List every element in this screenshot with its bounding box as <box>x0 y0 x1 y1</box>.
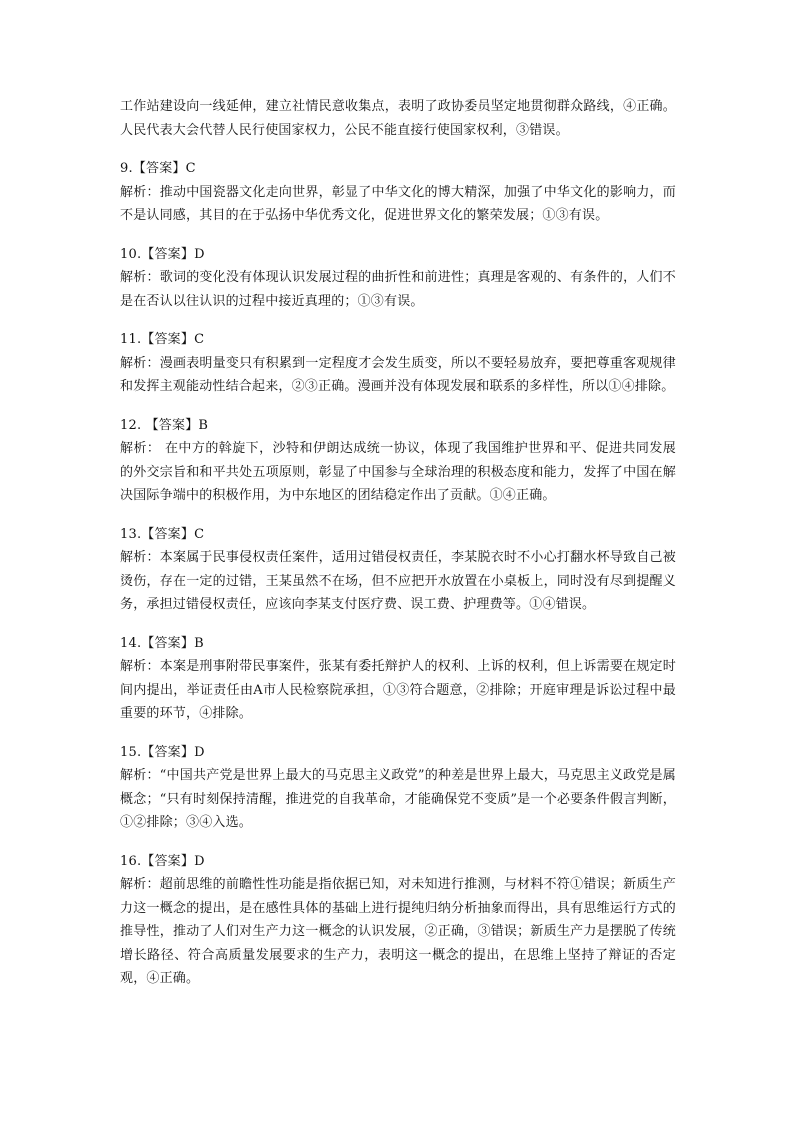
intro-paragraph: 工作站建设向一线延伸，建立社情民意收集点，表明了政协委员坚定地贯彻群众路线，④正确。人民代表大会代替人民行使国家权力，公民不能直接行使国家权利，③错误。 <box>120 99 676 138</box>
answer-block-16 <box>120 850 676 991</box>
answer-label: 13.【答案】C <box>120 526 205 542</box>
analysis-text: 解析：漫画表明量变只有积累到一定程度才会发生质变，所以不要轻易放弃，要把尊重客观规律和发挥主观能动性结合起来，②③正确。漫画并没有体现发展和联系的多样性，所以①④排除。 <box>120 355 676 394</box>
analysis-text: 解析：本案属于民事侵权责任案件，适用过错侵权责任，李某脱衣时不小心打翻水杯导致自己被烫伤，存在一定的过错，王某虽然不在场，但不应把开水放置在小桌板上，同时没有尽到提醒义务，承担过错侵权责任，应该向李某支付医疗费、误工费、护理费等。①④错误。 <box>120 550 676 612</box>
intro-block <box>120 95 676 142</box>
answer-block-11 <box>120 328 676 399</box>
analysis-text: 解析：超前思维的前瞻性性功能是指依据已知，对未知进行推测，与材料不符①错误；新质生产力这一概念的提出，是在感性具体的基础上进行提纯归纳分析抽象而得出，具有思维运行方式的推导性，推动了人们对生产力这一概念的认识发展，②正确，③错误；新质生产力是摆脱了传统增长路径、符合高质量发展要求的生产力，表明这一概念的提出，在思维上坚持了辩证的否定观，④正确。 <box>120 877 676 986</box>
answer-label: 9.【答案】C <box>120 161 196 176</box>
analysis-text: 解析：推动中国瓷器文化走向世界，彰显了中华文化的博大精深，加强了中华文化的影响力，而不是认同感，其目的在于弘扬中华优秀文化，促进世界文化的繁荣发展；①③有误。 <box>120 184 676 223</box>
answer-block-12 <box>120 414 676 508</box>
answer-block-10 <box>120 243 676 314</box>
answer-label: 15.【答案】D <box>120 744 205 760</box>
answer-label: 16.【答案】D <box>120 853 205 869</box>
analysis-text: 解析：歌词的变化没有体现认识发展过程的曲折性和前进性；真理是客观的、有条件的，人们不是在否认以往认识的过程中接近真理的；①③有误。 <box>120 270 676 309</box>
answer-label: 12. 【答案】B <box>120 417 209 433</box>
answer-label: 11.【答案】C <box>120 332 205 347</box>
answer-block-15 <box>120 741 676 835</box>
answer-label: 10.【答案】D <box>120 246 205 262</box>
answer-block-9 <box>120 157 676 228</box>
analysis-text: 解析：“中国共产党是世界上最大的马克思主义政党”的种差是世界上最大，马克思主义政党是属概念；“只有时刻保持清醒，推进党的自我革命，才能确保党不变质”是一个必要条件假言判断，①②排除；③④入选。 <box>120 768 676 830</box>
answer-key-content <box>120 95 676 991</box>
answer-block-14 <box>120 632 676 726</box>
analysis-text: 解析： 在中方的斡旋下，沙特和伊朗达成统一协议，体现了我国维护世界和平、促进共同发展的外交宗旨和和平共处五项原则，彰显了中国参与全球治理的积极态度和能力，发挥了中国在解决国际争端中的积极作用，为中东地区的团结稳定作出了贡献。①④正确。 <box>120 441 676 503</box>
answer-label: 14.【答案】B <box>120 635 204 651</box>
answer-block-13 <box>120 523 676 617</box>
analysis-text: 解析：本案是刑事附带民事案件，张某有委托辩护人的权利、上诉的权利，但上诉需要在规定时间内提出，举证责任由A市人民检察院承担，①③符合题意，②排除；开庭审理是诉讼过程中最重要的环节，④排除。 <box>120 659 676 721</box>
